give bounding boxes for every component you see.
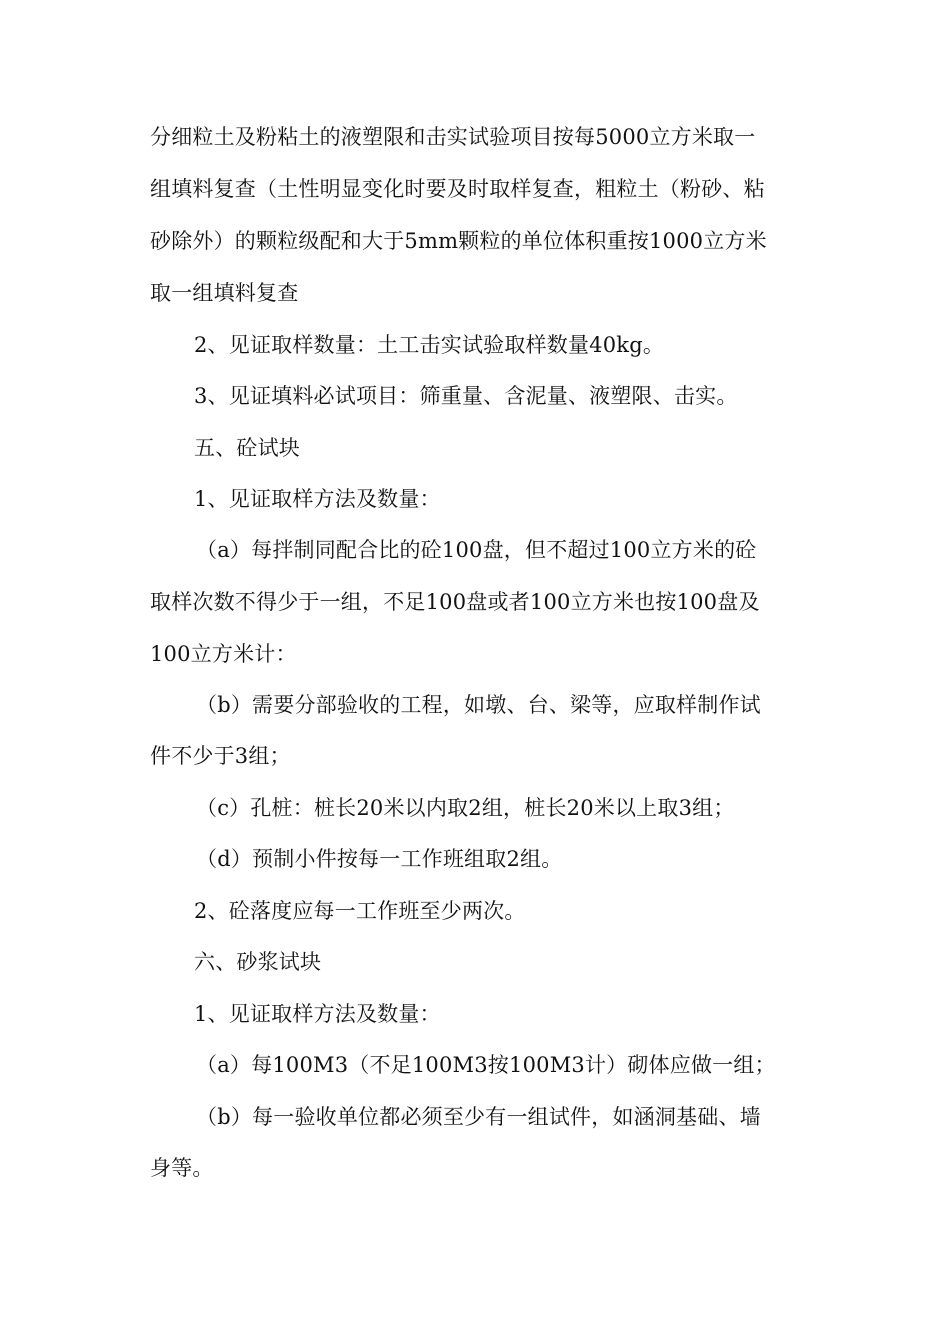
paragraph-line-8: 1、见证取样方法及数量： bbox=[194, 487, 441, 511]
paragraph-line-3: 砂除外）的颗粒级配和大于5mm颗粒的单位体积重按1000立方米 bbox=[150, 229, 767, 253]
paragraph-line-1: 分细粒土及粉粘土的液塑限和击实试验项目按每5000立方米取一 bbox=[150, 125, 756, 149]
paragraph-line-20: （b）每一验收单位都必须至少有一组试件，如涵洞基础、墙 bbox=[196, 1105, 761, 1129]
paragraph-line-5: 2、见证取样数量：土工击实试验取样数量40kg。 bbox=[194, 333, 665, 357]
paragraph-line-18: 1、见证取样方法及数量： bbox=[194, 1002, 441, 1026]
paragraph-line-4: 取一组填料复查 bbox=[150, 281, 299, 305]
section-heading-6: 六、砂浆试块 bbox=[194, 950, 322, 974]
paragraph-line-21: 身等。 bbox=[150, 1156, 214, 1180]
section-heading-5: 五、砼试块 bbox=[194, 436, 300, 460]
paragraph-line-9: （a）每拌制同配合比的砼100盘，但不超过100立方米的砼 bbox=[196, 538, 757, 562]
paragraph-line-10: 取样次数不得少于一组，不足100盘或者100立方米也按100盘及 bbox=[150, 590, 760, 614]
paragraph-line-2: 组填料复查（土性明显变化时要及时取样复查，粗粒土（粉砂、粘 bbox=[150, 177, 765, 201]
paragraph-line-12: （b）需要分部验收的工程，如墩、台、梁等，应取样制作试 bbox=[196, 693, 761, 717]
paragraph-line-15: （d）预制小件按每一工作班组取2组。 bbox=[196, 847, 563, 871]
paragraph-line-11: 100立方米计： bbox=[150, 642, 297, 666]
paragraph-line-16: 2、砼落度应每一工作班至少两次。 bbox=[194, 899, 526, 923]
paragraph-line-14: （c）孔桩：桩长20米以内取2组，桩长20米以上取3组； bbox=[196, 796, 735, 820]
paragraph-line-19: （a）每100M3（不足100M3按100M3计）砌体应做一组； bbox=[196, 1053, 776, 1077]
paragraph-line-13: 件不少于3组； bbox=[150, 744, 291, 768]
paragraph-line-6: 3、见证填料必试项目：筛重量、含泥量、液塑限、击实。 bbox=[194, 384, 738, 408]
